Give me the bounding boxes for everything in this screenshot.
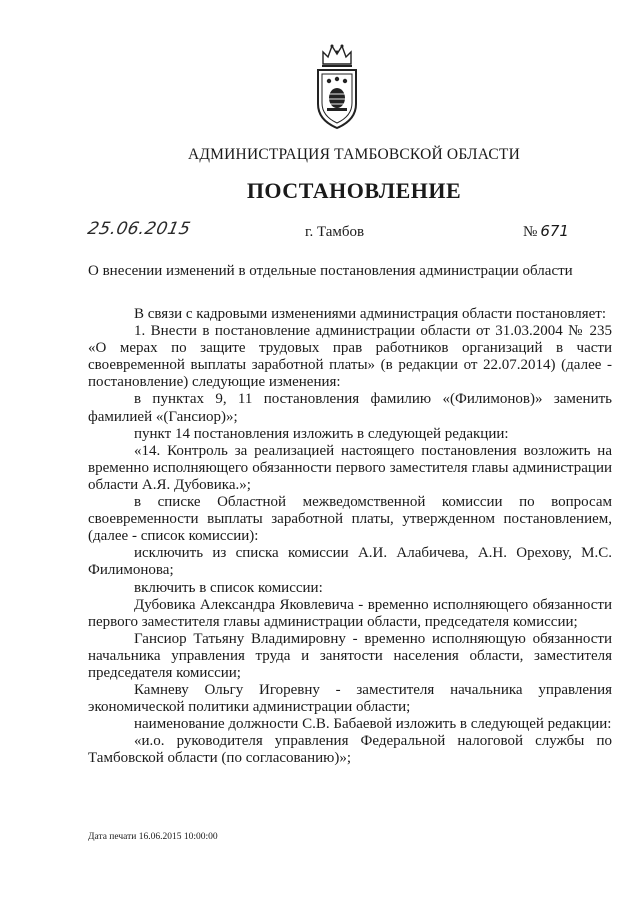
document-subject: О внесении изменений в отдельные постановления администрации области (88, 263, 573, 279)
document-body (88, 306, 612, 768)
document-number (523, 222, 569, 241)
body-paragraph: пункт 14 постановления изложить в следующей редакции: (134, 425, 509, 442)
body-paragraph: в пунктах 9, 11 постановления фамилию «(Филимонов)» заменить фамилией «(Гансиор)»; (88, 391, 612, 425)
body-paragraph: В связи с кадровыми изменениями администрация области постановляет: (134, 306, 607, 322)
number-value: 671 (540, 222, 569, 240)
body-paragraph: Камневу Ольгу Игоревну - заместителя начальника управления экономической политики администрации области; (88, 682, 612, 716)
body-paragraph: исключить из списка комиссии А.И. Алабичева, А.Н. Орехову, М.С. Филимонова; (88, 545, 612, 579)
organization-title: АДМИНИСТРАЦИЯ ТАМБОВСКОЙ ОБЛАСТИ (188, 146, 520, 163)
document-date: 25.06.2015 (85, 219, 193, 239)
body-paragraph: наименование должности С.В. Бабаевой изложить в следующей редакции: (134, 716, 612, 733)
document-city: г. Тамбов (305, 224, 365, 240)
body-paragraph: Дубовика Александра Яковлевича - временно исполняющего обязанности первого заместителя главы администрации области, председателя комиссии; (88, 596, 612, 630)
coat-of-arms-icon (313, 42, 361, 130)
body-paragraph: 1. Внести в постановление администрации области от 31.03.2004 № 235 «О мерах по защите трудовых прав работников организаций в части своевременной выплаты заработной платы» (в редакции от 22.07.2014) (далее - постановление) следующие изменения: (88, 323, 612, 391)
body-paragraph: в списке Областной межведомственной комиссии по вопросам своевременности выплаты заработной платы, утвержденном постановлением, (далее - список комиссии): (88, 494, 612, 545)
body-paragraph: «14. Контроль за реализацией настоящего постановления возложить на временно исполняющего обязанности первого заместителя главы администрации области А.Я. Дубовика.»; (88, 442, 612, 493)
body-paragraph: включить в список комиссии: (134, 579, 323, 596)
document-type-title: ПОСТАНОВЛЕНИЕ (246, 178, 462, 203)
body-paragraph: «и.о. руководителя управления Федеральной налоговой службы по Тамбовской области (по согласованию)»; (88, 733, 612, 767)
print-date-footer: Дата печати 16.06.2015 10:00:00 (88, 832, 218, 842)
body-paragraph: Гансиор Татьяну Владимировну - временно исполняющую обязанности начальника управления труда и занятости населения области, заместителя председателя комиссии; (88, 630, 612, 681)
number-prefix: № (523, 224, 538, 240)
